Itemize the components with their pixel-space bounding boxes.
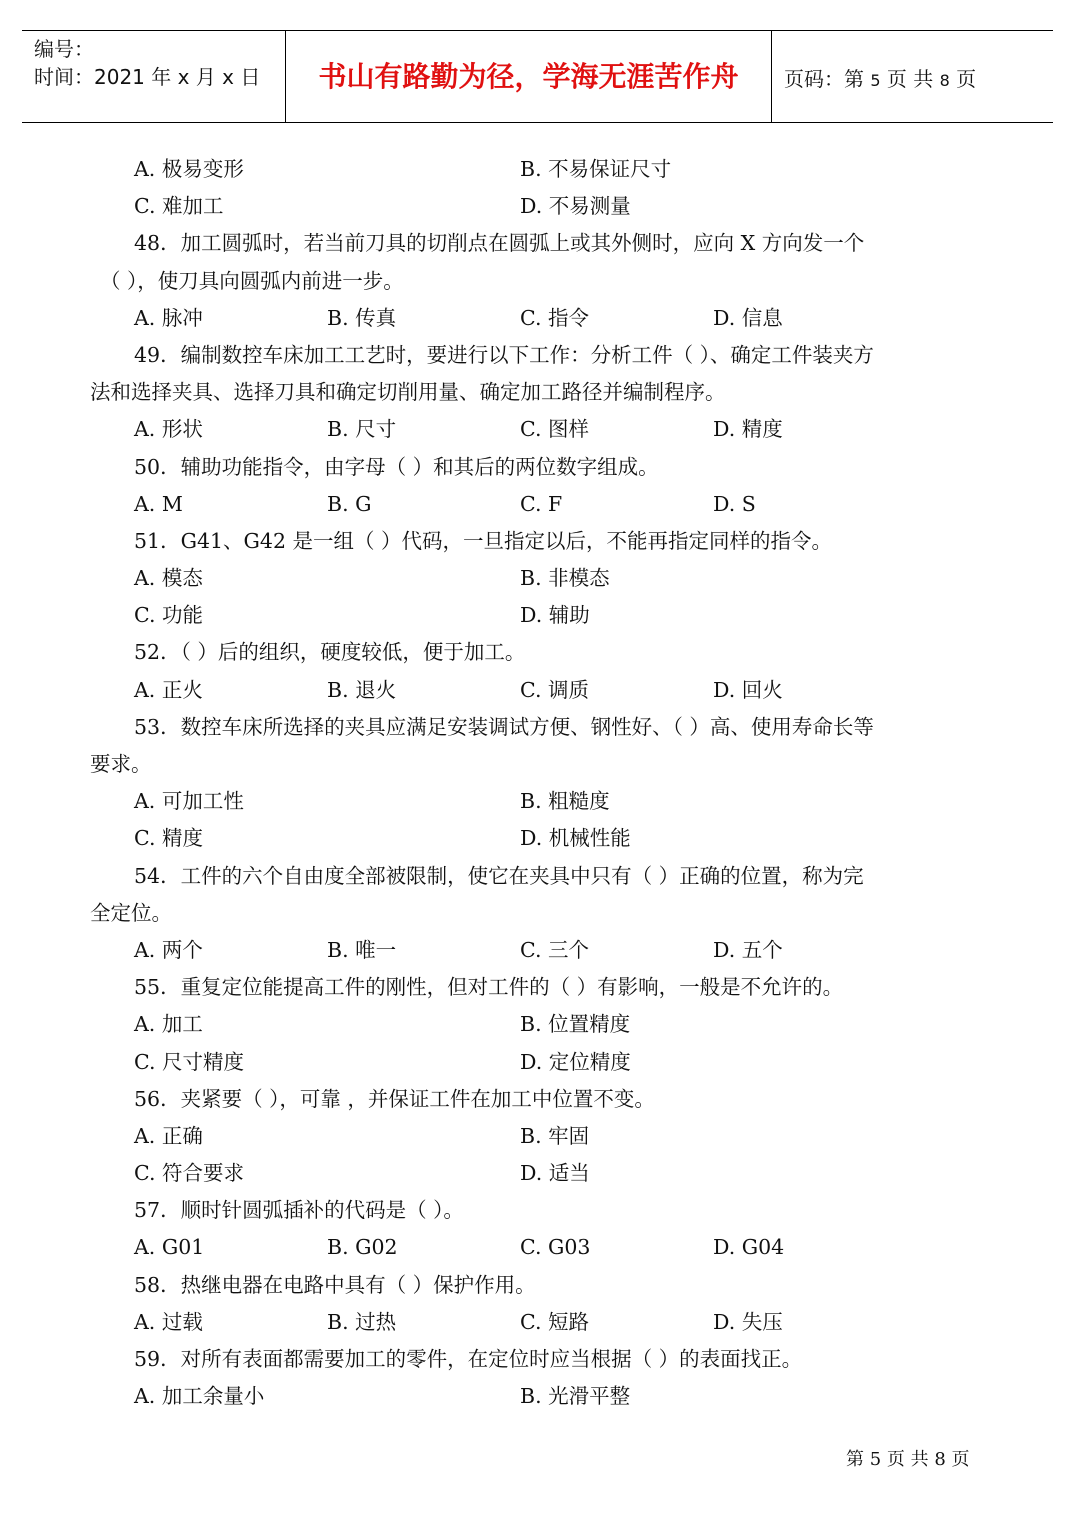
answer-option: A. 脉冲 xyxy=(134,305,203,330)
answer-option: D. 定位精度 xyxy=(520,1049,631,1074)
answer-option: B. G xyxy=(327,491,372,516)
page-total: 8 xyxy=(939,71,950,90)
answer-option: D. 信息 xyxy=(713,305,783,330)
header-page-number xyxy=(784,65,976,95)
options-row xyxy=(0,1229,1075,1266)
answer-option: C. G03 xyxy=(520,1235,591,1260)
answer-option: D. 失压 xyxy=(713,1309,783,1334)
header-divider xyxy=(771,31,772,123)
answer-option: A. 过载 xyxy=(134,1309,203,1334)
answer-option: B. 传真 xyxy=(327,305,397,330)
options-row xyxy=(0,486,1075,523)
page-header xyxy=(22,30,1053,123)
options-row xyxy=(0,783,1075,820)
answer-option: D. 精度 xyxy=(713,417,783,442)
answer-option: B. 光滑平整 xyxy=(520,1384,631,1409)
answer-option: B. 尺寸 xyxy=(327,417,397,442)
answer-option: D. 机械性能 xyxy=(520,826,631,851)
answer-option: D. S xyxy=(713,491,756,516)
answer-option: A. 正确 xyxy=(134,1123,203,1148)
options-row xyxy=(0,1304,1075,1341)
options-row xyxy=(0,1044,1075,1081)
answer-option: A. G01 xyxy=(134,1235,205,1260)
answer-option: C. 图样 xyxy=(520,417,589,442)
answer-option: D. 五个 xyxy=(713,937,783,962)
options-row xyxy=(0,932,1075,969)
question-continuation: 全定位。 xyxy=(90,900,172,925)
answer-option: B. G02 xyxy=(327,1235,398,1260)
question-list xyxy=(0,151,1075,1415)
question-continuation: 要求。 xyxy=(90,752,152,776)
answer-option: C. 三个 xyxy=(520,937,589,962)
options-row xyxy=(0,411,1075,448)
answer-option: C. 尺寸精度 xyxy=(134,1049,244,1074)
page-mid: 页 共 xyxy=(880,67,940,91)
options-row xyxy=(0,560,1075,597)
answer-option: B. 唯一 xyxy=(327,937,397,962)
options-row xyxy=(0,672,1075,709)
options-row xyxy=(0,1155,1075,1192)
answer-option: C. F xyxy=(520,491,563,516)
answer-option: C. 指令 xyxy=(520,305,589,330)
header-motto: 书山有路勤为径，学海无涯苦作舟 xyxy=(318,60,739,93)
question-continuation: （ ），使刀具向圆弧内前进一步。 xyxy=(100,268,404,293)
question-text: 49．编制数控车床加工工艺时，要进行以下工作：分析工件（ ）、确定工件装夹方 xyxy=(134,342,874,367)
question-text: 55．重复定位能提高工件的刚性，但对工件的（ ）有影响，一般是不允许的。 xyxy=(134,975,844,1000)
answer-option: C. 精度 xyxy=(134,826,203,851)
answer-option: B. 不易保证尺寸 xyxy=(520,157,672,181)
options-row xyxy=(0,1006,1075,1043)
answer-option: A. 加工余量小 xyxy=(134,1384,265,1409)
header-info xyxy=(34,35,260,91)
options-row xyxy=(0,1378,1075,1415)
answer-option: A. 形状 xyxy=(134,417,203,442)
question-text: 57．顺时针圆弧插补的代码是（ ）。 xyxy=(134,1198,464,1223)
options-row xyxy=(0,151,1075,188)
date-label: 时间：2021 年 x 月 x 日 xyxy=(34,65,261,89)
question-text: 51．G41、G42 是一组（ ）代码，一旦指定以后，不能再指定同样的指令。 xyxy=(134,528,833,553)
question-text: 58．热继电器在电路中具有（ ）保护作用。 xyxy=(134,1272,536,1297)
answer-option: A. 模态 xyxy=(134,566,203,591)
answer-option: D. 不易测量 xyxy=(520,194,631,219)
options-row xyxy=(0,820,1075,857)
question-text: 48．加工圆弧时，若当前刀具的切削点在圆弧上或其外侧时，应向 X 方向发一个 xyxy=(134,231,865,256)
question-text: 56．夹紧要（ ），可靠 ，并保证工件在加工中位置不变。 xyxy=(134,1086,655,1111)
options-row xyxy=(0,188,1075,225)
options-row xyxy=(0,597,1075,634)
question-text: 59．对所有表面都需要加工的零件，在定位时应当根据（ ）的表面找正。 xyxy=(134,1347,803,1371)
question-text: 52．（ ）后的组织，硬度较低，便于加工。 xyxy=(134,640,526,665)
options-row xyxy=(0,300,1075,337)
answer-option: B. 牢固 xyxy=(520,1123,590,1148)
answer-option: C. 符合要求 xyxy=(134,1161,244,1186)
answer-option: C. 功能 xyxy=(134,603,203,628)
question-text: 54．工件的六个自由度全部被限制，使它在夹具中只有（ ）正确的位置，称为完 xyxy=(134,863,864,888)
answer-option: A. 正火 xyxy=(134,677,203,702)
answer-option: A. 极易变形 xyxy=(134,157,244,181)
page-footer: 第 5 页 共 8 页 xyxy=(846,1449,970,1470)
page-current: 5 xyxy=(870,71,881,90)
answer-option: A. 两个 xyxy=(134,937,203,962)
question-text: 50．辅助功能指令，由字母（ ）和其后的两位数字组成。 xyxy=(134,454,659,479)
answer-option: B. 过热 xyxy=(327,1309,397,1334)
answer-option: D. 回火 xyxy=(713,677,783,702)
question-continuation: 法和选择夹具、选择刀具和确定切削用量、确定加工路径并编制程序。 xyxy=(90,380,726,405)
answer-option: C. 调质 xyxy=(520,677,589,702)
answer-option: D. 适当 xyxy=(520,1161,590,1186)
serial-number-label: 编号： xyxy=(34,37,94,61)
answer-option: A. 加工 xyxy=(134,1012,203,1037)
question-text: 53．数控车床所选择的夹具应满足安装调试方便、钢性好、（ ）高、使用寿命长等 xyxy=(134,714,874,739)
answer-option: A. 可加工性 xyxy=(134,789,244,814)
answer-option: B. 粗糙度 xyxy=(520,789,610,814)
answer-option: B. 退火 xyxy=(327,677,397,702)
answer-option: B. 非模态 xyxy=(520,566,610,591)
page-suffix: 页 xyxy=(949,67,977,91)
answer-option: D. G04 xyxy=(713,1235,785,1260)
answer-option: B. 位置精度 xyxy=(520,1012,631,1037)
answer-option: C. 短路 xyxy=(520,1309,589,1334)
answer-option: A. M xyxy=(134,491,183,516)
answer-option: D. 辅助 xyxy=(520,603,590,628)
page-prefix: 页码：第 xyxy=(784,67,871,91)
answer-option: C. 难加工 xyxy=(134,194,224,219)
options-row xyxy=(0,1118,1075,1155)
